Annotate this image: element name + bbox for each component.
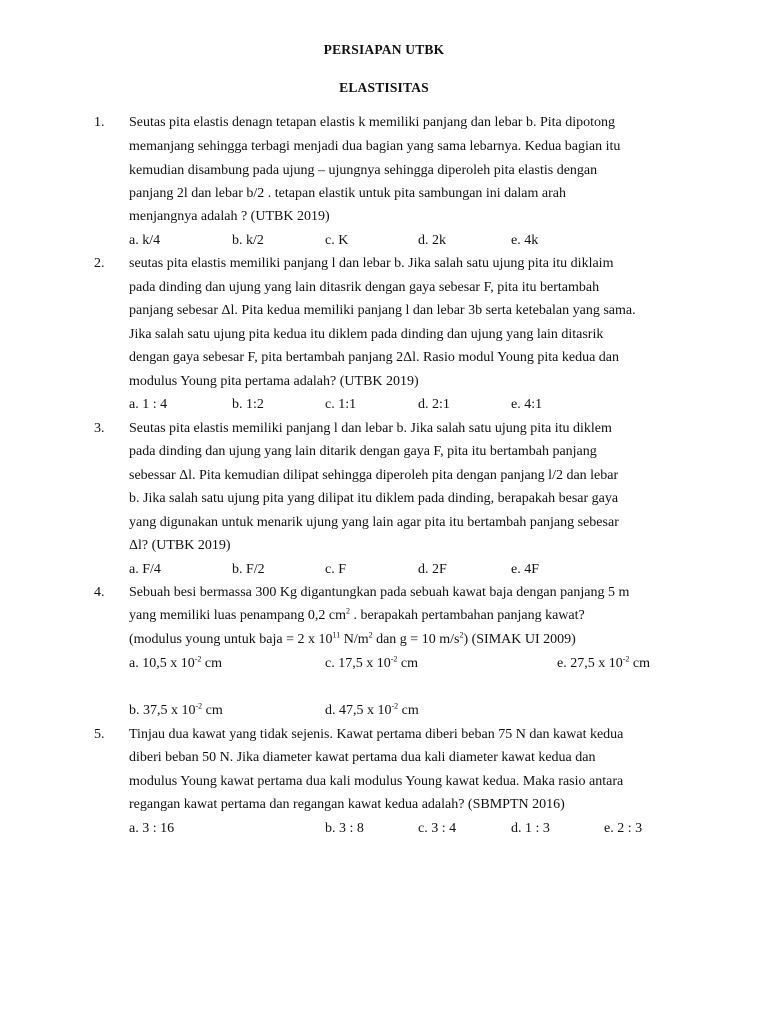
- question-number: 2.: [94, 256, 105, 271]
- answer-option-d: d. 2:1: [418, 397, 450, 412]
- superscript: 2: [345, 606, 350, 616]
- superscript: -2: [195, 701, 203, 711]
- question-text-line: modulus Young kawat pertama dua kali modulus Young kawat kedua. Maka rasio antara: [129, 774, 624, 789]
- superscript: 2: [368, 630, 373, 640]
- answer-option-e: e. 4F: [511, 562, 539, 577]
- answer-option-d: d. 47,5 x $10^{-2}$ cm: [325, 701, 419, 718]
- question-text-line: sebessar Δl. Pita kemudian dilipat sehingga diperoleh pita dengan panjang l/2 dan lebar: [129, 468, 619, 483]
- answer-option-a: a. F/4: [129, 562, 161, 577]
- answer-option-b: b. 1:2: [232, 397, 264, 412]
- question-text-line: Sebuah besi bermassa 300 Kg digantungkan pada sebuah kawat baja dengan panjang 5 m: [129, 585, 630, 600]
- text-segment: yang memiliki luas penampang 0,2 cm: [129, 608, 346, 623]
- question-text-line: menjangnya adalah ? (UTBK 2019): [129, 209, 330, 224]
- question-number: 1.: [94, 115, 105, 130]
- text-segment: (modulus young untuk baja = 2 x 10: [129, 632, 333, 647]
- question-number: 5.: [94, 727, 105, 742]
- question-text-line: Seutas pita elastis denagn tetapan elastis k memiliki panjang dan lebar b. Pita dipotong: [129, 115, 616, 130]
- page-subtitle: ELASTISITAS: [339, 80, 429, 95]
- text-segment: dan g = 10 m/s: [372, 632, 460, 647]
- question-number: 4.: [94, 585, 105, 600]
- answer-option-e: e. 4:1: [511, 397, 543, 412]
- question-text-line: [129, 608, 585, 624]
- answer-option-a: a. 1 : 4: [129, 397, 168, 412]
- question-text-line: Seutas pita elastis memiliki panjang l dan lebar b. Jika salah satu ujung pita itu diklem: [129, 421, 612, 436]
- answer-option-e: e. 2 : 3: [604, 821, 643, 836]
- answer-option-d: d. 1 : 3: [511, 821, 550, 836]
- question-text-line: Δl? (UTBK 2019): [129, 538, 231, 553]
- answer-option-e: e. 27,5 x $10^{-2}$ cm: [557, 654, 650, 671]
- superscript: 11: [332, 630, 341, 640]
- answer-option-c: c. K: [325, 233, 349, 248]
- answer-option-c: c. 17,5 x $10^{-2}$ cm: [325, 654, 418, 671]
- question-text-line: Tinjau dua kawat yang tidak sejenis. Kawat pertama diberi beban 75 N dan kawat kedua: [129, 727, 624, 742]
- answer-option-b: b. F/2: [232, 562, 265, 577]
- answer-option-d: d. 2k: [418, 233, 446, 248]
- answer-option-e: e. 4k: [511, 233, 539, 248]
- superscript: -2: [390, 654, 398, 664]
- answer-option-a: a. 10,5 x $10^{-2}$ cm: [129, 654, 222, 671]
- answer-option-a: a. k/4: [129, 233, 161, 248]
- answer-option-b: b. 3 : 8: [325, 821, 364, 836]
- answer-option-b: b. k/2: [232, 233, 264, 248]
- superscript: -2: [622, 654, 630, 664]
- text-segment: . berapakah pertambahan panjang kawat?: [349, 608, 585, 623]
- superscript: 2: [459, 630, 464, 640]
- question-text-line: b. Jika salah satu ujung pita yang dilipat itu diklem pada dinding, berapakah besar gaya: [129, 491, 619, 506]
- question-text-line: pada dinding dan ujung yang lain ditasrik dengan gaya sebesar F, pita itu bertambah: [129, 280, 600, 295]
- question-text-line: memanjang sehingga terbagi menjadi dua bagian yang sama lebarnya. Kedua bagian itu: [129, 139, 621, 154]
- question-text-line: pada dinding dan ujung yang lain ditarik dengan gaya F, pita itu bertambah panjang: [129, 444, 597, 459]
- text-segment: N/m: [340, 632, 369, 647]
- answer-option-d: d. 2F: [418, 562, 447, 577]
- text-segment: ) (SIMAK UI 2009): [463, 632, 576, 647]
- question-text-line: yang digunakan untuk menarik ujung yang lain agar pita itu bertambah panjang sebesar: [129, 515, 619, 530]
- answer-option-c: c. F: [325, 562, 346, 577]
- question-text-line: dengan gaya sebesar F, pita bertambah panjang 2Δl. Rasio modul Young pita kedua dan: [129, 350, 619, 365]
- answer-option-c: c. 3 : 4: [418, 821, 457, 836]
- question-text-line: seutas pita elastis memiliki panjang l dan lebar b. Jika salah satu ujung pita itu diklaim: [129, 256, 614, 271]
- question-number: 3.: [94, 421, 105, 436]
- answer-option-a: a. 3 : 16: [129, 821, 175, 836]
- question-text-line: kemudian disambung pada ujung – ujungnya sehingga diperoleh pita elastis dengan: [129, 163, 598, 178]
- question-text-line: Jika salah satu ujung pita kedua itu diklem pada dinding dan ujung yang lain ditasrik: [129, 327, 604, 342]
- superscript: -2: [391, 701, 399, 711]
- question-text-line: regangan kawat pertama dan regangan kawat kedua adalah? (SBMPTN 2016): [129, 797, 565, 812]
- question-text-line: diberi beban 50 N. Jika diameter kawat pertama dua kali diameter kawat kedua dan: [129, 750, 596, 765]
- question-text-line: modulus Young pita pertama adalah? (UTBK 2019): [129, 374, 419, 389]
- answer-option-b: b. 37,5 x $10^{-2}$ cm: [129, 701, 223, 718]
- question-text-line: [129, 632, 576, 648]
- question-text-line: panjang sebesar Δl. Pita kedua memiliki panjang l dan lebar 3b serta ketebalan yang sama.: [129, 303, 636, 318]
- superscript: -2: [194, 654, 202, 664]
- answer-option-c: c. 1:1: [325, 397, 357, 412]
- question-text-line: panjang 2l dan lebar b/2 . tetapan elastik untuk pita sambungan ini dalam arah: [129, 186, 566, 201]
- page-title: PERSIAPAN UTBK: [323, 42, 445, 57]
